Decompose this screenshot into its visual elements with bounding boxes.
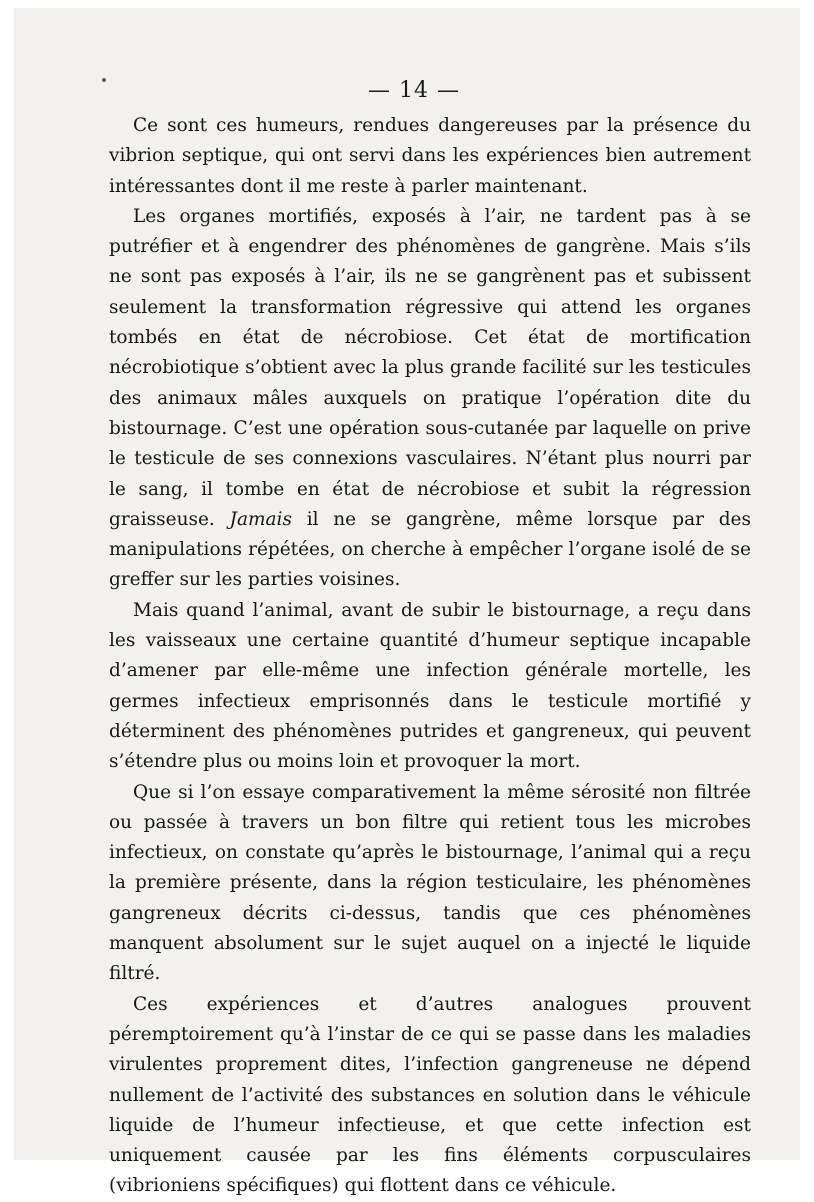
paragraph-1: Ce sont ces humeurs, rendues dangereuses par la présence du vibrion septique, qui ont servi dans les expériences bien autrement intéressantes dont il me reste à parler maintenant. bbox=[109, 115, 751, 197]
ink-speck bbox=[102, 78, 106, 82]
page-number: — 14 — bbox=[368, 78, 460, 103]
paragraph-2-continuation: il ne se gangrène, même lorsque par des manipulations répétées, on cherche à empêcher l’organe isolé de se greffer sur les parties voisines. bbox=[109, 508, 751, 591]
italic-word: Jamais bbox=[229, 508, 292, 530]
paragraph-2-text: Les organes mortifiés, exposés à l’air, ne tardent pas à se putréfier et à engendrer des phénomènes de gangrène. Mais s’ils ne sont pas exposés à l’air, ils ne se gangrènent pas et subissent seulement la transformation régressive qui attend les organes tombés en état de nécrobiose. Cet état de mortification nécrobiotique s’obtient avec la plus grande facilité sur les testicules des animaux mâles auxquels on pratique l’opération dite du bistournage. C’est une opération sous-cutanée par laquelle on prive le testicule de ses connexions vasculaires. N’étant plus nourri par le sang, il tombe en état de nécrobiose et subit la régression graisseuse. bbox=[109, 205, 751, 530]
paragraph-5: Ces expériences et d’autres analogues prouvent péremptoirement qu’à l’instar de ce qui se passe dans les maladies virulentes proprement dites, l’infection gangreneuse ne dépend nullement de l’activité des substances en solution dans le véhicule liquide de l’humeur infectieuse, et que cette infection est uniquement causée par les fins éléments corpusculaires (vibrioniens spécifiques) qui flottent dans ce véhicule. bbox=[109, 993, 751, 1197]
paragraph-3: Mais quand l’animal, avant de subir le bistournage, a reçu dans les vaisseaux une certaine quantité d’humeur septique incapable d’amener par elle-même une infection générale mortelle, les germes infectieux emprisonnés dans le testicule mortifié y déterminent des phénomènes putrides et gangreneux, qui peuvent s’étendre plus ou moins loin et provoquer la mort. bbox=[109, 599, 751, 773]
paragraph-2 bbox=[109, 202, 751, 596]
page-body bbox=[109, 111, 751, 1202]
paragraph-4: Que si l’on essaye comparativement la même sérosité non filtrée ou passée à travers un bon filtre qui retient tous les microbes infectieux, on constate qu’après le bistournage, l’animal qui a reçu la première présente, dans la région testiculaire, les phénomènes gangreneux décrits ci-dessus, tandis que ces phénomènes manquent absolument sur le sujet auquel on a injecté le liquide filtré. bbox=[109, 781, 751, 985]
